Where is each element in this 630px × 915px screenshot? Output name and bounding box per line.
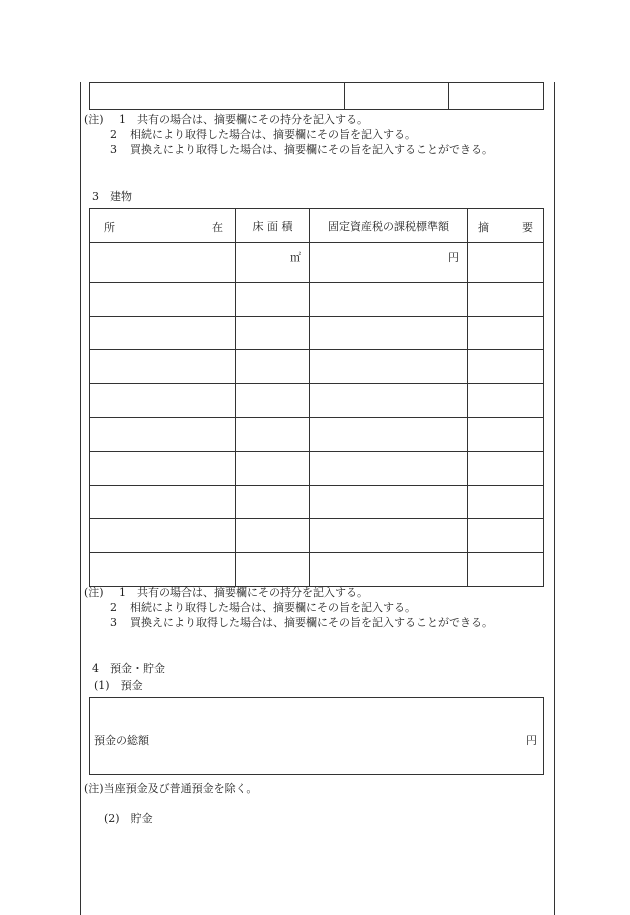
deposit-total-box [89,697,544,775]
unit-yen: 円 [310,243,468,283]
table-row [90,485,544,519]
header-location: 所 在 [90,209,236,243]
building-note-3: 3 買換えにより取得した場合は、摘要欄にその旨を記入することができる。 [110,616,493,629]
land-note-2: 2 相続により取得した場合は、摘要欄にその旨を記入する。 [110,128,416,141]
page-left-border [80,82,81,915]
table-row [90,243,544,283]
table-row [90,316,544,350]
page-right-border [554,82,555,915]
deposit-subheading: (1) 預金 [94,679,143,692]
table-row [90,282,544,316]
land-note-3: 3 買換えにより取得した場合は、摘要欄にその旨を記入することができる。 [110,143,493,156]
land-notes [84,112,493,157]
table-row [90,451,544,485]
unit-area: ㎡ [236,243,310,283]
deposit-total-unit: 円 [526,734,537,747]
deposit-note: (注)当座預金及び普通預金を除く。 [84,782,258,795]
savings-subheading: (2) 貯金 [104,812,153,825]
building-heading: 3 建物 [92,190,132,203]
header-remarks: 摘 要 [468,209,544,243]
building-note-2: 2 相続により取得した場合は、摘要欄にその旨を記入する。 [110,601,416,614]
land-table-last-row [89,82,544,110]
deposit-total-label: 預金の総額 [94,734,149,747]
building-table [89,208,544,587]
building-note-1: (注) 1 共有の場合は、摘要欄にその持分を記入する。 [84,586,368,599]
building-notes [84,585,493,630]
table-row [90,384,544,418]
header-floor-area: 床 面 積 [236,209,310,243]
table-row [90,553,544,587]
deposits-heading: 4 預金・貯金 [92,662,165,675]
table-row [90,350,544,384]
building-table-header [90,209,544,243]
land-note-1: (注) 1 共有の場合は、摘要欄にその持分を記入する。 [84,113,368,126]
table-row [90,519,544,553]
land-cell-location [90,83,345,110]
land-cell-remarks [448,83,543,110]
header-tax-value: 固定資産税の課税標準額 [310,209,468,243]
land-cell-value [345,83,448,110]
table-row [90,417,544,451]
